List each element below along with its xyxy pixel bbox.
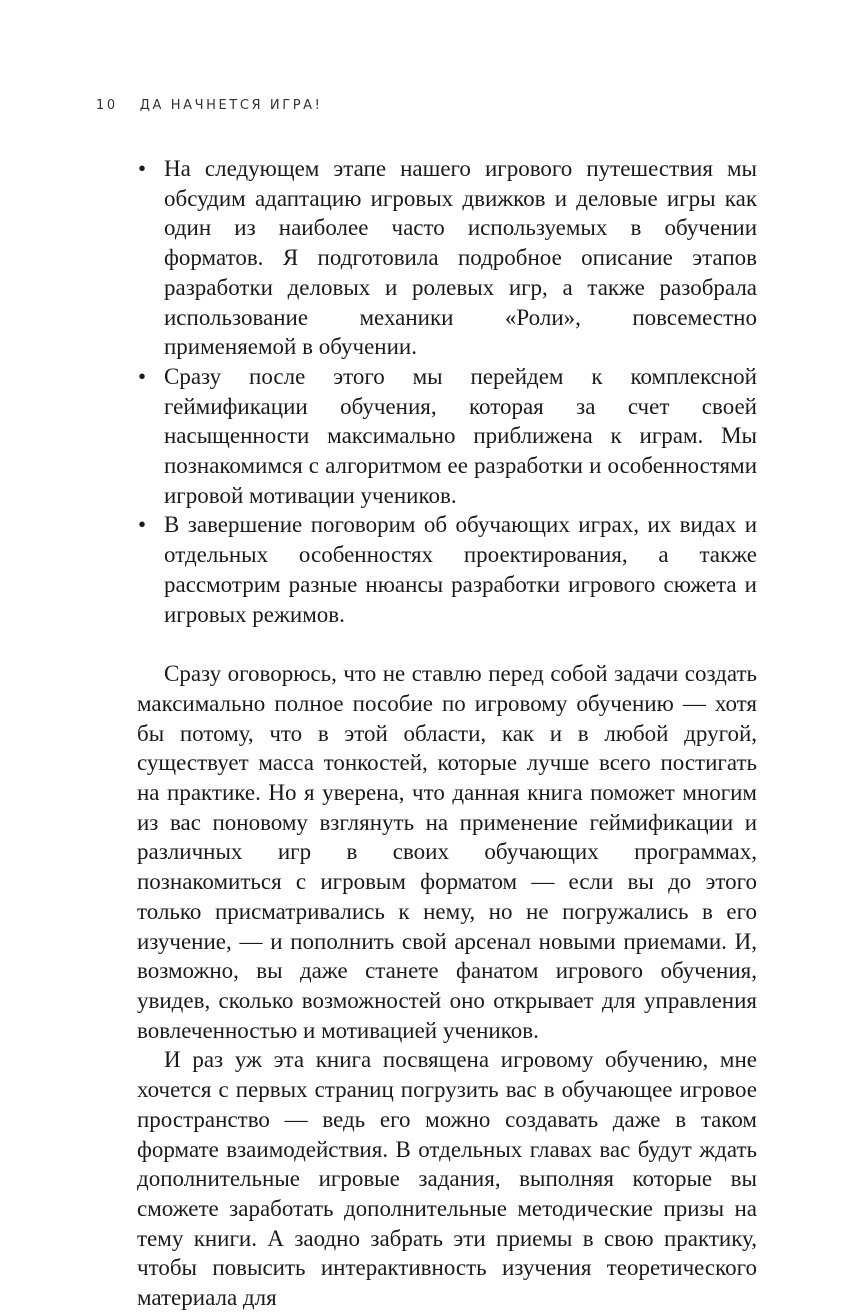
bullet-item [137, 510, 757, 629]
paragraph: Сразу оговорюсь, что не ставлю перед собой задачи создать максимально полное пособие по игровому обучению — хотя бы потому, что в этой области, как и в любой другой, существует масса тонкостей, которые лучше всего постигать на практике. Но я уверена, что данная книга поможет многим из вас поновому взглянуть на применение геймификации и различных игр в своих обучающих программах, познакомиться с игровым форматом — если вы до этого только присматривались к нему, но не погружались в его изучение, — и пополнить свой арсенал новыми приемами. И, возможно, вы даже станете фанатом игрового обучения, увидев, сколько возможностей оно открывает для управления вовлеченностью и мотивацией учеников. [137, 661, 757, 1043]
paragraph: И раз уж эта книга посвящена игровому обучению, мне хочется с первых страниц погрузить вас в обучающее игровое пространство — ведь его можно создавать даже в таком формате взаимодействия. В отдельных главах вас будут ждать дополнительные игровые задания, выполняя которые вы сможете заработать дополнительные методические призы на тему книги. А заодно забрать эти приемы в свою практику, чтобы повысить интерактивность изучения теоретического материала для [137, 1047, 757, 1311]
bullet-item [137, 362, 757, 511]
chapter-title: ДА НАЧНЕТСЯ ИГРА! [139, 98, 323, 113]
bullet-text: В завершение поговорим об обучающих играх, их видах и отдельных особенностях проектирования, а также рассмотрим разные нюансы разработки игрового сюжета и игровых режимов. [164, 512, 757, 627]
running-head [96, 98, 322, 113]
bullet-text: Сразу после этого мы перейдем к комплексной геймификации обучения, которая за счет своей насыщенности максимально приближена к играм. Мы познакомимся с алгоритмом ее разработки и особенностями игровой мотивации учеников. [164, 363, 757, 508]
page-number: 10 [96, 98, 118, 113]
bullet-icon: • [138, 363, 147, 389]
bullet-list [137, 154, 757, 629]
bullet-item [137, 154, 757, 362]
page-body [137, 154, 757, 1313]
bullet-icon: • [138, 512, 147, 538]
bullet-icon: • [138, 156, 147, 181]
bullet-text: На следующем этапе нашего игрового путешествия мы обсудим адаптацию игровых движков и деловые игры как один из наиболее часто используемых в обучении форматов. Я подготовила подробное описание этапов разработки деловых и ролевых игр, а также разобрала использование механики «Роли», повсеместно применяемой в обучении. [164, 156, 757, 360]
